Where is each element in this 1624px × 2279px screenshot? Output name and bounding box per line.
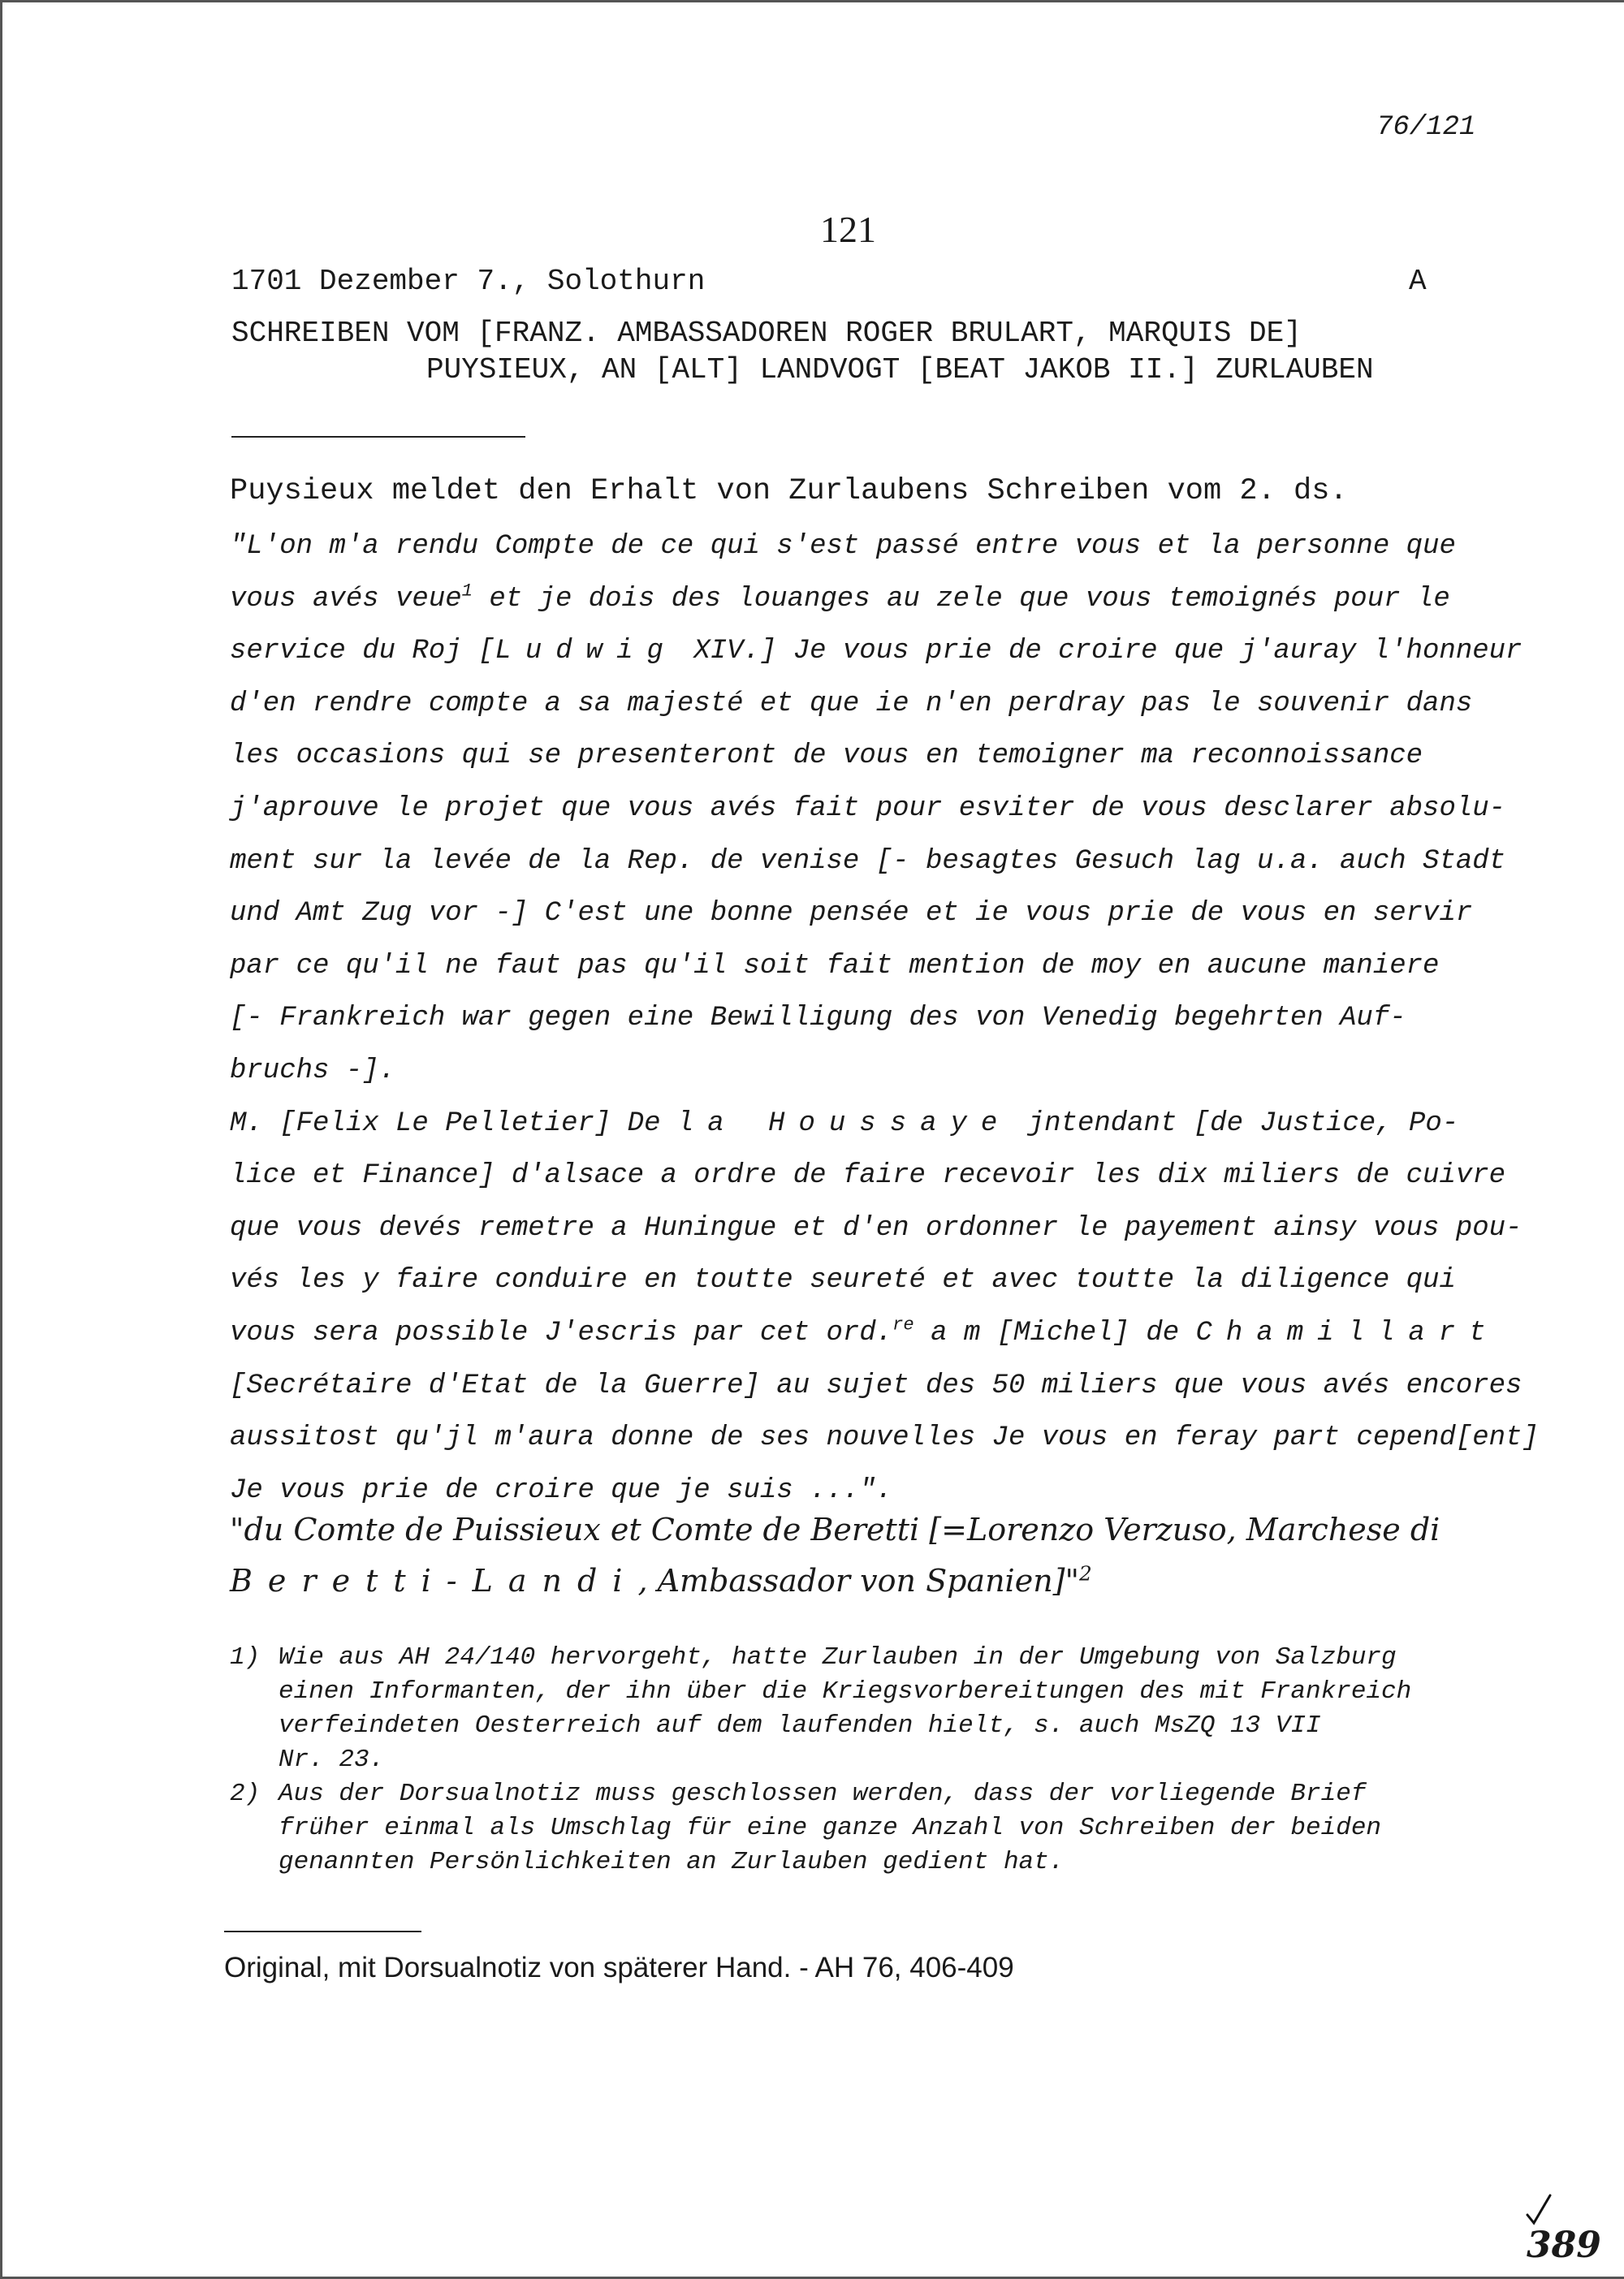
heading-line-1: SCHREIBEN VOM [FRANZ. AMBASSADOREN ROGER BRULART, MARQUIS DE] xyxy=(231,317,1302,350)
letter-line: les occasions qui se presenteront de vous en temoigner ma reconnoissance xyxy=(230,740,1423,772)
letter-text xyxy=(230,520,1539,1517)
date-place: 1701 Dezember 7., Solothurn xyxy=(231,265,706,298)
letter-line: que vous devés remetre a Huningue et d'en ordonner le payement ainsy vous pou- xyxy=(230,1212,1522,1244)
spaced-name: Chamillart xyxy=(1195,1317,1500,1349)
letter-line: M. [Felix Le Pelletier] De la Houssaye jntendant [de Justice, Po- xyxy=(230,1107,1459,1139)
letter-line: par ce qu'il ne faut pas qu'il soit fait mention de moy en aucune maniere xyxy=(230,950,1440,982)
spaced-name: la Houssaye xyxy=(676,1107,1012,1139)
letter-line: ment sur la levée de la Rep. de venise [- besagtes Gesuch lag u.a. auch Stadt xyxy=(230,845,1506,877)
footnote-2 xyxy=(230,1777,1529,1880)
summary: Puysieux meldet den Erhalt von Zurlaubens Schreiben vom 2. ds. xyxy=(230,474,1348,508)
footnote-line: früher einmal als Umschlag für eine ganze Anzahl von Schreiben der beiden xyxy=(279,1814,1382,1842)
footnote-number: 1) xyxy=(230,1643,261,1672)
footnotes xyxy=(230,1641,1529,1880)
footnote-line: verfeindeten Oesterreich auf dem laufenden hielt, s. auch MsZQ 13 VII xyxy=(279,1711,1321,1740)
footnote-ref-2: 2 xyxy=(1078,1561,1092,1586)
footnote-line: Aus der Dorsualnotiz muss geschlossen werden, dass der vorliegende Brief xyxy=(279,1780,1367,1808)
spaced-name: Ludwig xyxy=(495,636,677,667)
spaced-name: Beretti-Landi xyxy=(230,1563,638,1599)
page-reference: 76/121 xyxy=(1376,112,1476,143)
closing-line-2: Beretti-Landi, Ambassador von Spanien]"$^2$ xyxy=(230,1561,1092,1599)
source-divider xyxy=(224,1931,421,1932)
letter-line: vous avés veue$^1$ et je dois des louanges au zele que vous temoignés pour le xyxy=(230,581,1450,615)
page-border-top xyxy=(0,0,1624,2)
superscript: re xyxy=(892,1314,914,1336)
letter-line: lice et Finance] d'alsace a ordre de faire recevoir les dix miliers de cuivre xyxy=(230,1160,1506,1192)
footnote-line: einen Informanten, der ihn über die Kriegsvorbereitungen des mit Frankreich xyxy=(279,1677,1412,1706)
document-tag: A xyxy=(1409,265,1427,298)
footnote-number: 2) xyxy=(230,1780,261,1808)
letter-line: und Amt Zug vor -] C'est une bonne pensée et ie vous prie de vous en servir xyxy=(230,898,1473,930)
letter-line: d'en rendre compte a sa majesté et que ie n'en perdray pas le souvenir dans xyxy=(230,688,1473,719)
heading-divider xyxy=(231,436,525,438)
source-note: Original, mit Dorsualnotiz von späterer Hand. - AH 76, 406-409 xyxy=(224,1952,1014,1983)
footnote-ref-1: 1 xyxy=(461,581,473,602)
footnote-1 xyxy=(230,1641,1529,1777)
check-mark-icon xyxy=(1522,2192,1555,2229)
document-number: 121 xyxy=(820,209,876,250)
letter-line: aussitost qu'jl m'aura donne de ses nouvelles Je vous en feray part cepend[ent] xyxy=(230,1422,1539,1454)
footnote-line: Wie aus AH 24/140 hervorgeht, hatte Zurlauben in der Umgebung von Salzburg xyxy=(279,1643,1397,1672)
page-border-left xyxy=(0,0,2,2279)
letter-line: vous sera possible J'escris par cet ord.$^{re}$ a m [Michel] de Chamillart xyxy=(230,1314,1500,1349)
footnote-line: Nr. 23. xyxy=(279,1746,385,1774)
letter-line: "L'on m'a rendu Compte de ce qui s'est passé entre vous et la personne que xyxy=(230,531,1456,562)
letter-line: [Secrétaire d'Etat de la Guerre] au sujet des 50 miliers que vous avés encores xyxy=(230,1370,1522,1401)
heading-line-2: PUYSIEUX, AN [ALT] LANDVOGT [BEAT JAKOB II.] ZURLAUBEN xyxy=(426,353,1374,386)
letter-line: service du Roj [Ludwig XIV.] Je vous prie de croire que j'auray l'honneur xyxy=(230,636,1522,667)
footnote-line: genannten Persönlichkeiten an Zurlauben gedient hat. xyxy=(279,1848,1065,1876)
folio-number: 389 xyxy=(1527,2225,1601,2266)
closing-line-1: "du Comte de Puissieux et Comte de Beretti [=Lorenzo Verzuso, Marchese di xyxy=(230,1512,1440,1547)
letter-line: bruchs -]. xyxy=(230,1055,396,1086)
letter-line: [- Frankreich war gegen eine Bewilligung des von Venedig begehrten Auf- xyxy=(230,1003,1406,1034)
letter-line: vés les y faire conduire en toutte seureté et avec toutte la diligence qui xyxy=(230,1265,1456,1297)
letter-line: j'aprouve le projet que vous avés fait pour esviter de vous desclarer absolu- xyxy=(230,792,1506,824)
letter-line: Je vous prie de croire que je suis ...". xyxy=(230,1474,893,1506)
